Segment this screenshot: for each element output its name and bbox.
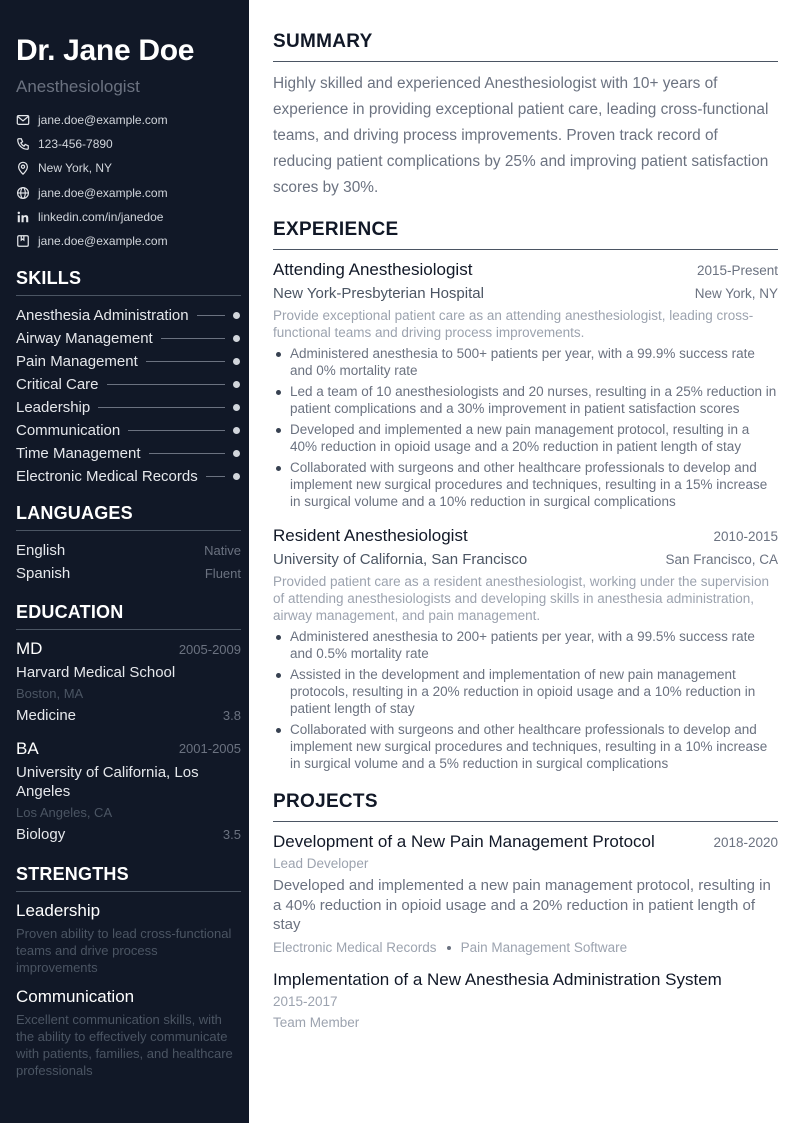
skill-item (16, 373, 241, 396)
skill-divider (107, 384, 225, 385)
contact-website[interactable] (16, 181, 241, 205)
languages-heading: LANGUAGES (16, 502, 241, 531)
skill-label: Critical Care (16, 376, 99, 394)
language-name: English (16, 542, 66, 560)
strength-description: Excellent communication skills, with the ability to effectively communicate with patients, families, and healthcare professionals (16, 1011, 233, 1078)
strengths-heading: STRENGTHS (16, 863, 241, 892)
contact-portfolio[interactable] (16, 229, 241, 253)
main-content (249, 0, 794, 1123)
education-field: Biology (16, 825, 66, 843)
skills-heading: SKILLS (16, 267, 241, 296)
project-role: Team Member (273, 1014, 360, 1030)
contact-phone[interactable] (16, 132, 241, 156)
summary-text: Highly skilled and experienced Anesthesiologist with 10+ years of experience in providing exceptional patient care, leading cross-functional teams, and driving process improvements. Proven track record of reducing patient complications by 25% and improving patient satisfaction scores by 30%. (273, 75, 769, 196)
project-entry (273, 831, 778, 957)
skill-item (16, 465, 241, 488)
contact-text: New York, NY (38, 161, 113, 176)
achievement-item: Collaborated with surgeons and other healthcare professionals to develop and implement new surgical procedures and techniques, resulting in a 15% increase in surgical volume and a 10% reduction in surgical complications (273, 459, 778, 510)
skill-dot (233, 404, 240, 411)
strength-title: Leadership (16, 900, 101, 920)
project-description: Developed and implemented a new pain management protocol, resulting in a 40% reduction in opioid usage and a 20% reduction in patient length of stay (273, 877, 771, 933)
language-item (16, 562, 241, 585)
skill-label: Leadership (16, 399, 91, 417)
job-entry (273, 525, 778, 772)
education-item (16, 738, 241, 845)
bookmark-icon (16, 234, 30, 248)
skill-divider (197, 315, 225, 316)
skill-divider (149, 453, 226, 454)
job-achievements (273, 345, 778, 510)
skill-item (16, 327, 241, 350)
candidate-name: Dr. Jane Doe (16, 34, 195, 67)
job-dates: 2010-2015 (713, 529, 778, 544)
summary-heading: SUMMARY (273, 30, 778, 62)
project-title: Implementation of a New Anesthesia Administration System (273, 969, 722, 989)
skill-dot (233, 450, 240, 457)
job-title: Resident Anesthesiologist (273, 526, 468, 545)
strength-item (16, 986, 241, 1079)
skill-label: Anesthesia Administration (16, 307, 189, 325)
skill-divider (206, 476, 225, 477)
project-tags (273, 939, 778, 957)
education-location: Boston, MA (16, 685, 84, 701)
skill-dot (233, 335, 240, 342)
education-school: University of California, Los Angeles (16, 763, 199, 801)
mail-icon (16, 113, 30, 127)
job-entry (273, 259, 778, 510)
skill-item (16, 396, 241, 419)
education-dates: 2001-2005 (178, 741, 241, 757)
tag-separator (447, 946, 451, 950)
achievement-item: Developed and implemented a new pain management protocol, resulting in a 40% reduction in opioid usage and a 20% reduction in patient length of stay (273, 421, 778, 455)
education-heading: EDUCATION (16, 601, 241, 630)
candidate-role: Anesthesiologist (16, 77, 140, 96)
education-field: Medicine (16, 706, 77, 724)
experience-heading: EXPERIENCE (273, 218, 778, 250)
skill-label: Airway Management (16, 330, 153, 348)
skill-divider (146, 361, 225, 362)
job-achievements (273, 628, 778, 772)
projects-heading: PROJECTS (273, 790, 778, 822)
skill-dot (233, 473, 240, 480)
achievement-item: Led a team of 10 anesthesiologists and 20 nurses, resulting in a 25% reduction in patient complications and a 30% improvement in patient satisfaction scores (273, 383, 778, 417)
job-organization: University of California, San Francisco (273, 551, 528, 568)
skill-label: Communication (16, 422, 121, 440)
job-dates: 2015-Present (696, 263, 778, 278)
skill-label: Time Management (16, 445, 141, 463)
skill-dot (233, 358, 240, 365)
skill-label: Electronic Medical Records (16, 468, 198, 486)
languages-list (16, 539, 241, 585)
sidebar (0, 0, 249, 1123)
education-degree: BA (16, 738, 39, 758)
strength-description: Proven ability to lead cross-functional teams and drive process improvements (16, 925, 232, 975)
skill-divider (161, 338, 225, 339)
achievement-item: Administered anesthesia to 500+ patients per year, with a 99.9% success rate and 0% mortality rate (273, 345, 778, 379)
skill-item (16, 350, 241, 373)
linkedin-icon (16, 210, 30, 224)
contact-linkedin[interactable] (16, 205, 241, 229)
strength-item (16, 900, 241, 976)
education-gpa: 3.5 (222, 827, 241, 843)
contact-location (16, 156, 241, 180)
job-title: Attending Anesthesiologist (273, 260, 473, 279)
language-level: Fluent (204, 566, 241, 582)
skill-item (16, 304, 241, 327)
skill-dot (233, 312, 240, 319)
education-school: Harvard Medical School (16, 664, 176, 682)
contact-text: 123-456-7890 (38, 137, 113, 152)
job-location: San Francisco, CA (665, 552, 778, 567)
project-title: Development of a New Pain Management Protocol (273, 832, 655, 851)
location-icon (16, 161, 30, 175)
project-dates: 2015-2017 (273, 993, 338, 1009)
project-tag: Pain Management Software (460, 939, 628, 955)
skill-item (16, 419, 241, 442)
contact-text: jane.doe@example.com (38, 234, 168, 249)
achievement-item: Assisted in the development and implementation of new pain management protocols, resulting in a 20% reduction in opioid usage and a 10% reduction in patient length of stay (273, 666, 778, 717)
project-entry (273, 969, 778, 1033)
education-degree: MD (16, 639, 43, 659)
contact-email[interactable] (16, 108, 241, 132)
skill-dot (233, 427, 240, 434)
phone-icon (16, 137, 30, 151)
strength-title: Communication (16, 986, 135, 1006)
skill-label: Pain Management (16, 353, 138, 371)
skill-divider (128, 430, 225, 431)
achievement-item: Collaborated with surgeons and other healthcare professionals to develop and implement new surgical procedures and techniques, resulting in a 10% increase in surgical volume and a 5% reduction in surgical complications (273, 721, 778, 772)
education-item (16, 638, 241, 726)
language-level: Native (204, 543, 241, 559)
skill-item (16, 442, 241, 465)
job-description: Provide exceptional patient care as an attending anesthesiologist, leading cross-functional teams and driving process improvements. (273, 308, 754, 340)
project-tag: Electronic Medical Records (273, 939, 437, 955)
education-gpa: 3.8 (222, 708, 241, 724)
job-organization: New York-Presbyterian Hospital (273, 285, 484, 302)
achievement-item: Administered anesthesia to 200+ patients per year, with a 99.5% success rate and 0.5% mortality rate (273, 628, 778, 662)
globe-icon (16, 186, 30, 200)
education-location: Los Angeles, CA (16, 804, 113, 820)
project-role: Lead Developer (273, 856, 369, 871)
contact-text: jane.doe@example.com (38, 113, 168, 128)
job-description: Provided patient care as a resident anesthesiologist, working under the supervision of attending anesthesiologists and developing skills in anesthesia administration, airway management, and pain management. (273, 574, 770, 623)
job-location: New York, NY (694, 286, 778, 301)
skills-list (16, 304, 241, 488)
language-item (16, 539, 241, 562)
skill-divider (98, 407, 225, 408)
skill-dot (233, 381, 240, 388)
contact-text: linkedin.com/in/janedoe (38, 209, 164, 224)
contact-list (16, 108, 241, 253)
education-dates: 2005-2009 (178, 641, 241, 657)
language-name: Spanish (16, 565, 71, 583)
contact-text: jane.doe@example.com (38, 185, 168, 200)
project-dates: 2018-2020 (713, 835, 778, 850)
